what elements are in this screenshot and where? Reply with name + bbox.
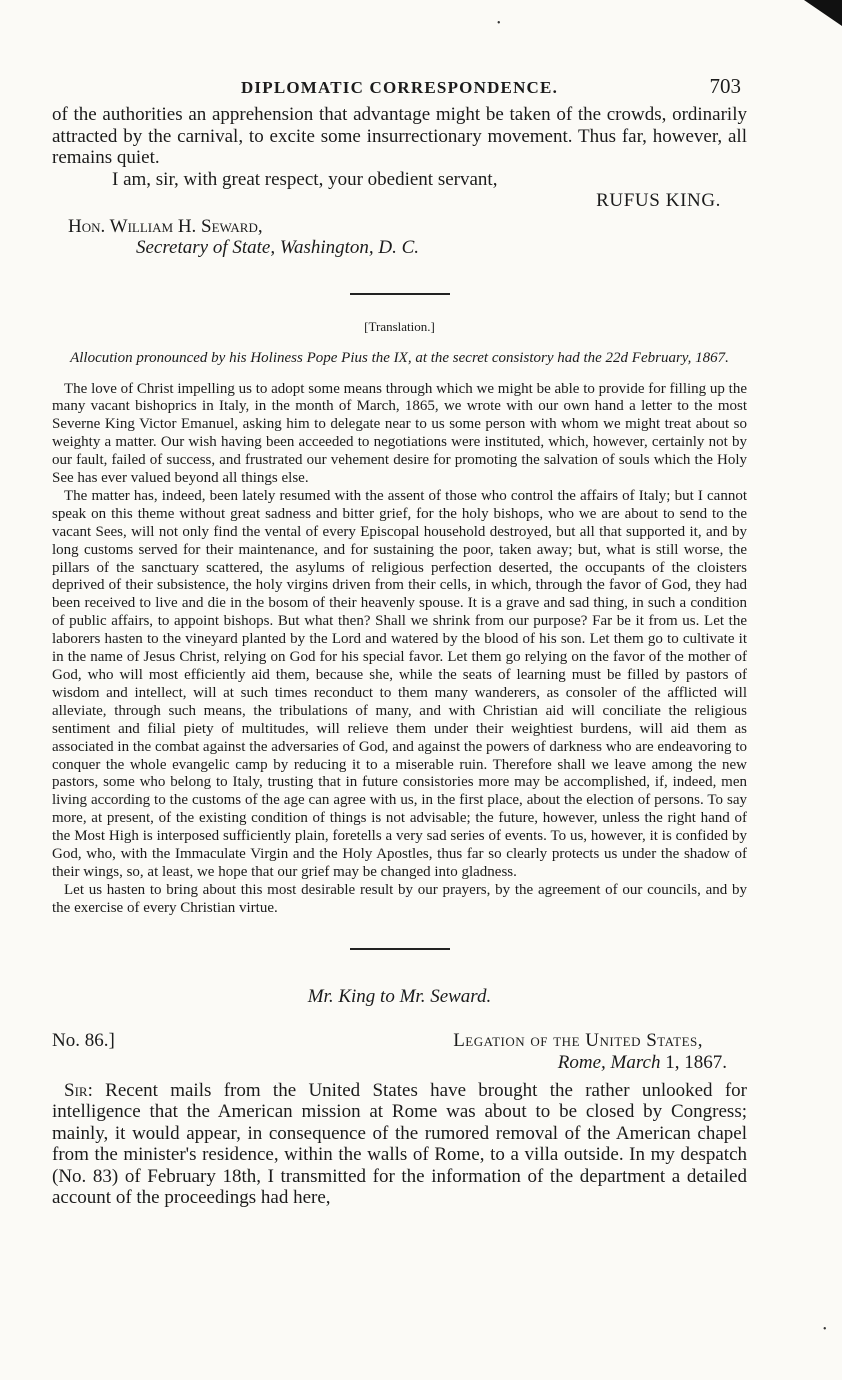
- addressee-name: Hon. William H. Seward,: [68, 215, 263, 237]
- legation-line: Legation of the United States,: [453, 1029, 703, 1051]
- dispatch-header: [52, 1030, 747, 1074]
- section-divider: [350, 293, 450, 295]
- dispatch-body-paragraph: [52, 1080, 747, 1209]
- letter-signature: RUFUS KING.: [596, 190, 721, 211]
- section-divider: [350, 948, 450, 950]
- letter-end: [52, 104, 747, 259]
- page-number: 703: [709, 74, 741, 98]
- letter-body: of the authorities an apprehension that advantage might be taken of the crowds, ordinarily attracted by the carnival, to excite some insurrectionary movement. Thus far, however, all remains quiet.: [52, 104, 747, 168]
- running-title: DIPLOMATIC CORRESPONDENCE.: [240, 78, 559, 97]
- addressee-title: Secretary of State, Washington, D. C.: [136, 237, 420, 258]
- running-header: [52, 70, 747, 104]
- dispatch-text: [52, 1080, 747, 1209]
- dispatch-number: No. 86.]: [52, 1029, 115, 1051]
- page-corner-mark: [804, 0, 842, 26]
- translation-note: [Translation.]: [364, 318, 435, 334]
- dateline-date: 1, 1867.: [665, 1051, 727, 1073]
- dateline: [558, 1052, 727, 1074]
- dispatch-body: Recent mails from the United States have brought the rather unlooked for intelligence that the American mission at Rome was about to be closed by Congress; mainly, it would appear, in consequence of the rumored removal of the American chapel from the minister's residence, within the walls of Rome, to a villa outside. In my despatch (No. 83) of February 18th, I transmitted for the information of the department a detailed account of the proceedings had here,: [52, 1079, 748, 1209]
- print-speck: •: [497, 18, 501, 29]
- dispatch-heading: Mr. King to Mr. Seward.: [307, 985, 492, 1007]
- allocution-paragraph: Let us hasten to bring about this most desirable result by our prayers, by the agreement of our councils, and by the exercise of every Christian virtue.: [52, 881, 747, 916]
- allocution-text: [52, 381, 747, 918]
- allocution-paragraph: The matter has, indeed, been lately resumed with the assent of those who control the affairs of Italy; but I cannot speak on this theme without great sadness and bitter grief, for the holy bishops, who we are about to send to the vacant Sees, will not only find the vental of every Episcopal household destroyed, but all that supported it, and by long customs served for their maintenance, and for sustaining the poor, taken away; but, what is still worse, the pillars of the sanctuary scattered, the asylums of religious perfection deserted, the occupants of the cloisters deprived of their subsistence, the holy virgins driven from their cells, in which, through the favor of God, they had been received to live and die in the bosom of their heavenly spouse. It is a grave and sad thing, in such a condition of public affairs, to appoint bishops. But what then? Shall we shrink from our purpose? Far be it from us. Let the laborers hasten to the vineyard planted by the Lord and watered by the blood of his son. Let them go to cultivate it in the name of Jesus Christ, relying on God for his special favor. Let them go relying on the favor of the mother of God, who will most efficiently aid them, because she, while the seats of learning must be filled by pastors of wisdom and intellect, will at such times reconduct to them many wanderers, as consoler of the afflicted will alleviate, through such means, the tribulations of many, and with Christian aid will conciliate the religious sentiment and filial piety of multitudes, will relieve them under their weightiest burdens, will aid them as associated in the combat against the adversaries of God, and against the powers of darkness who are endeavoring to conquer the whole evangelic camp by reducing it to a miserable ruin. Therefore shall we leave among the new pastors, some who belong to Italy, trusting that in future consistories more may be accomplished, if, indeed, men living according to the customs of the age can agree with us, in the first place, about the election of persons. To say more, at present, of the existing condition of things is not advisable; the future, however, unless the right hand of the Most High is interposed sufficiently plain, foretells a very sad series of events. To us, however, it is confided by God, who, with the Immaculate Virgin and the Holy Apostles, thus far so clearly protects us under the shadow of their wings, so, at least, we hope that our grief may be changed into gladness.: [52, 487, 747, 880]
- document-page: [52, 70, 747, 1209]
- letter-closing: I am, sir, with great respect, your obedient servant,: [112, 168, 498, 190]
- dateline-place: Rome, March: [557, 1051, 661, 1073]
- allocution-paragraph: The love of Christ impelling us to adopt some means through which we might be able to provide for filling up the many vacant bishoprics in Italy, in the month of March, 1865, we wrote with our own hand a letter to the most Severne King Victor Emanuel, asking him to delegate near to us some person with whom we might treat about so weighty a matter. Our wish having been acceeded to negotiations were instituted, which, however, certainly not by our fault, failed of success, and frustrated our vehement desire for promoting the salvation of souls which the Holy See has ever valued beyond all things else.: [52, 380, 747, 487]
- print-speck: •: [823, 1324, 827, 1335]
- allocution-title: Allocution pronounced by his Holiness Pope Pius the IX, at the secret consistory had the 22d February, 1867.: [70, 349, 729, 366]
- dispatch-salutation: Sir:: [64, 1079, 93, 1101]
- addressee-block: [52, 216, 747, 259]
